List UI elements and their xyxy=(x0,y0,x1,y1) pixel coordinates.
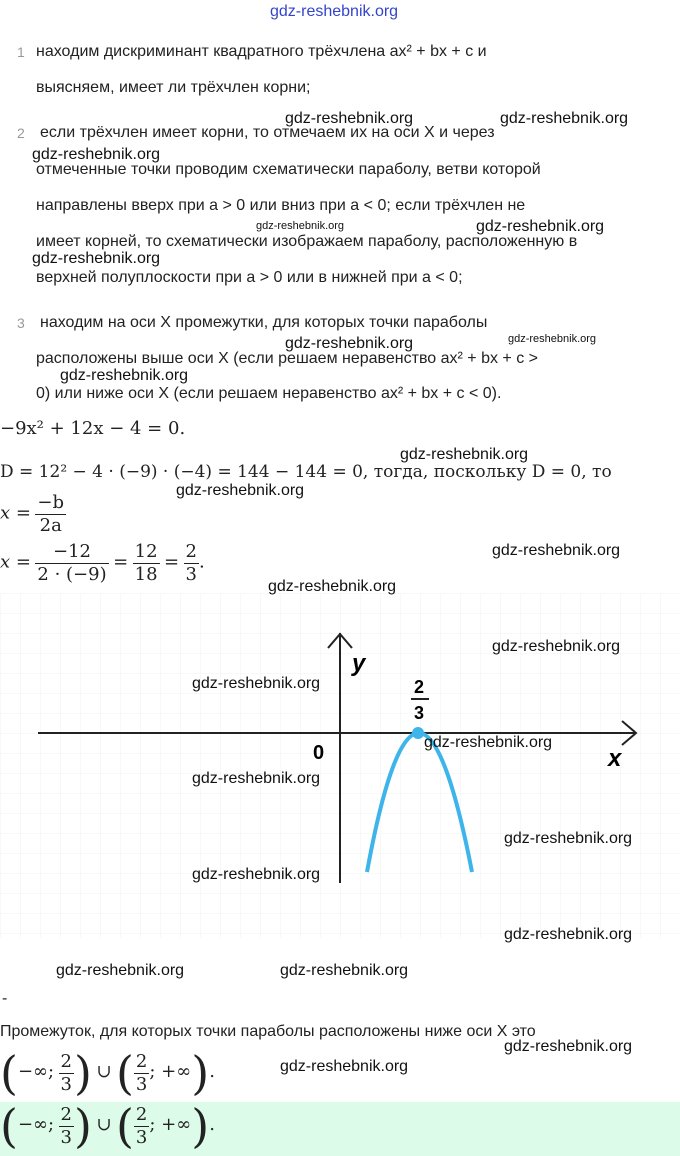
step-line: если трёхчлен имеет корни, то отмечаем их на оси X и через xyxy=(40,124,495,141)
vertex-label-num: 2 xyxy=(414,677,425,697)
step-line: имеет корней, то схематически изображаем параболу, расположенную в xyxy=(36,233,578,250)
watermark: gdz-reshebnik.org xyxy=(504,830,633,847)
conclusion-text: Промежуток, для которых точки параболы расположены ниже оси X это xyxy=(0,1023,536,1040)
step-number: 1 xyxy=(17,44,25,60)
watermark: gdz-reshebnik.org xyxy=(268,578,397,595)
y-label: y xyxy=(352,650,366,677)
watermark: gdz-reshebnik.org xyxy=(280,962,409,979)
watermark: gdz-reshebnik.org xyxy=(192,866,321,883)
watermark: gdz-reshebnik.org xyxy=(492,542,621,559)
step-number: 2 xyxy=(17,125,25,141)
step-line: направлены вверх при a > 0 или вниз при a < 0; если трёхчлен не xyxy=(36,197,526,214)
watermark: gdz-reshebnik.org xyxy=(492,638,621,655)
step-line: выясняем, имеет ли трёхчлен корни; xyxy=(36,79,311,96)
vertex-label-den: 3 xyxy=(414,703,425,723)
watermark: gdz-reshebnik.org xyxy=(476,218,605,235)
x-label: x xyxy=(608,745,622,772)
vertex-point xyxy=(412,727,424,739)
watermark: gdz-reshebnik.org xyxy=(60,367,189,384)
watermark: gdz-reshebnik.org xyxy=(424,734,553,751)
step-line: находим дискриминант квадратного трёхчлена ax² + bx + c и xyxy=(36,43,487,60)
watermark: gdz-reshebnik.org xyxy=(508,333,597,345)
step-line: верхней полуплоскости при a > 0 или в нижней при a < 0; xyxy=(36,269,463,286)
root-value: x = $\frac{-12}{2 \cdot (-9)}$ = $\frac{12}{18}$ = $\frac{2}{3}$ . xyxy=(0,541,205,585)
watermark: gdz-reshebnik.org xyxy=(504,926,633,943)
step-number: 3 xyxy=(17,315,25,331)
root-formula: x = $\frac{-b}{2a}$ xyxy=(0,492,65,536)
step-line: 0) или ниже оси X (если решаем неравенство ax² + bx + c < 0). xyxy=(36,385,502,402)
dash: - xyxy=(2,990,8,1007)
final-answer: (−∞; $\frac{2}{3}$ ) ∪ ( $\frac{2}{3}$ ; +∞). xyxy=(0,1099,215,1153)
origin-label: 0 xyxy=(313,742,325,764)
watermark: gdz-reshebnik.org xyxy=(32,250,161,267)
watermark: gdz-reshebnik.org xyxy=(256,220,345,232)
watermark: gdz-reshebnik.org xyxy=(500,110,629,127)
watermark: gdz-reshebnik.org xyxy=(280,1058,409,1075)
watermark: gdz-reshebnik.org xyxy=(32,146,161,163)
watermark: gdz-reshebnik.org xyxy=(504,1038,633,1055)
watermark: gdz-reshebnik.org xyxy=(192,770,321,787)
equation: −9x² + 12x − 4 = 0. xyxy=(0,418,186,439)
step-line: находим на оси X промежутки, для которых точки параболы xyxy=(40,314,488,331)
watermark: gdz-reshebnik.org xyxy=(400,446,529,463)
watermark: gdz-reshebnik.org xyxy=(56,962,185,979)
answer-interval: (−∞; $\frac{2}{3}$ ) ∪ ( $\frac{2}{3}$ ; +∞). xyxy=(0,1046,215,1100)
watermark: gdz-reshebnik.org xyxy=(285,335,414,352)
step-line: отмеченные точки проводим схематически параболу, ветви которой xyxy=(36,161,541,178)
discriminant: D = 12² − 4 · (−9) · (−4) = 144 − 144 = 0, тогда, поскольку D = 0, то xyxy=(0,462,612,482)
watermark: gdz-reshebnik.org xyxy=(192,675,321,692)
watermark: gdz-reshebnik.org xyxy=(176,482,305,499)
watermark-top: gdz-reshebnik.org xyxy=(270,3,399,20)
watermark: gdz-reshebnik.org xyxy=(285,110,414,127)
step-line: расположены выше оси X (если решаем неравенство ax² + bx + c > xyxy=(36,350,538,367)
